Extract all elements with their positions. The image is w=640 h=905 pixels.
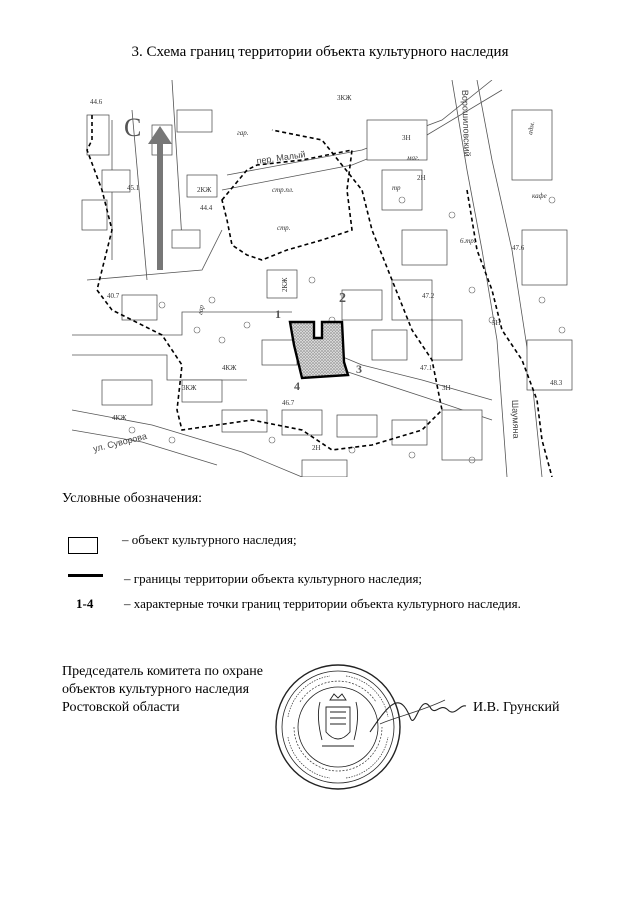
legend-object-text: – объект культурного наследия; xyxy=(122,532,297,547)
map-label: тр xyxy=(392,184,401,192)
elevation-label: 47.2 xyxy=(422,292,435,300)
building-mark: 3Н xyxy=(442,384,451,392)
boundary-point-2: 2 xyxy=(339,291,346,306)
building-mark: 3КЖ xyxy=(182,384,197,392)
legend-heading: Условные обозначения: xyxy=(62,491,203,506)
street-label-voroshilovsky: Ворошиловский xyxy=(460,89,473,157)
building-mark: 2КЖ xyxy=(197,186,212,194)
elevation-label: 40.7 xyxy=(107,292,120,300)
street-label-maly: пер. Малый xyxy=(255,149,307,166)
territory-map xyxy=(72,80,587,477)
elevation-label: 46.7 xyxy=(282,399,295,407)
legend-boundary-symbol xyxy=(68,574,103,577)
map-label: маг. xyxy=(407,154,420,162)
map-label: 6.тр. xyxy=(460,237,476,245)
building-mark: 4КЖ xyxy=(112,414,127,422)
elevation-label: 44.6 xyxy=(90,98,103,106)
building-mark: 3КЖ xyxy=(337,94,352,102)
signer-position-line-2: объектов культурного наследия xyxy=(62,682,250,697)
legend-points-symbol: 1-4 xyxy=(76,596,94,611)
elevation-label: 44.4 xyxy=(200,204,213,212)
boundary-point-1: 1 xyxy=(275,307,281,321)
signer-name: И.В. Грунский xyxy=(473,700,560,715)
elevation-label: 47.6 xyxy=(512,244,525,252)
page-title: 3. Схема границ территории объекта культурного наследия xyxy=(131,44,509,60)
legend-points-text: – характерные точки границ территории объекта культурного наследия. xyxy=(124,596,521,611)
street-label-suvorova: ул. Суворова xyxy=(92,430,148,454)
elevation-label: 45.1 xyxy=(127,184,140,192)
signer-position-line-3: Ростовской области xyxy=(62,700,180,715)
coat-of-arms-icon xyxy=(318,694,357,746)
map-label: гар xyxy=(196,304,206,316)
building-mark: 5Н xyxy=(492,319,501,327)
map-label: стр. xyxy=(277,224,291,232)
elevation-label: 47.1 xyxy=(420,364,433,372)
elevation-label: 48.3 xyxy=(550,379,563,387)
building-mark: 4КЖ xyxy=(222,364,237,372)
signer-position-line-1: Председатель комитета по охране xyxy=(62,664,263,679)
legend-boundary-text: – границы территории объекта культурного наследия; xyxy=(124,571,423,586)
boundary-point-3: 3 xyxy=(356,362,362,376)
street-label-shaumyana: Шаумяна xyxy=(510,399,522,439)
map-label: гар. xyxy=(237,129,249,137)
building-mark: 3Н xyxy=(402,134,411,142)
official-seal xyxy=(270,662,470,797)
map-label: адм. xyxy=(526,120,537,136)
map-label: кафе xyxy=(532,192,547,200)
legend-object-symbol xyxy=(68,537,98,554)
map-label: стр.пл. xyxy=(272,186,294,194)
boundary-point-4: 4 xyxy=(294,379,300,393)
building-mark: 2КЖ xyxy=(281,277,289,292)
building-mark: 2Н xyxy=(312,444,321,452)
north-letter: С xyxy=(124,113,142,142)
building-mark: 2Н xyxy=(417,174,426,182)
signature-scribble xyxy=(370,703,466,732)
